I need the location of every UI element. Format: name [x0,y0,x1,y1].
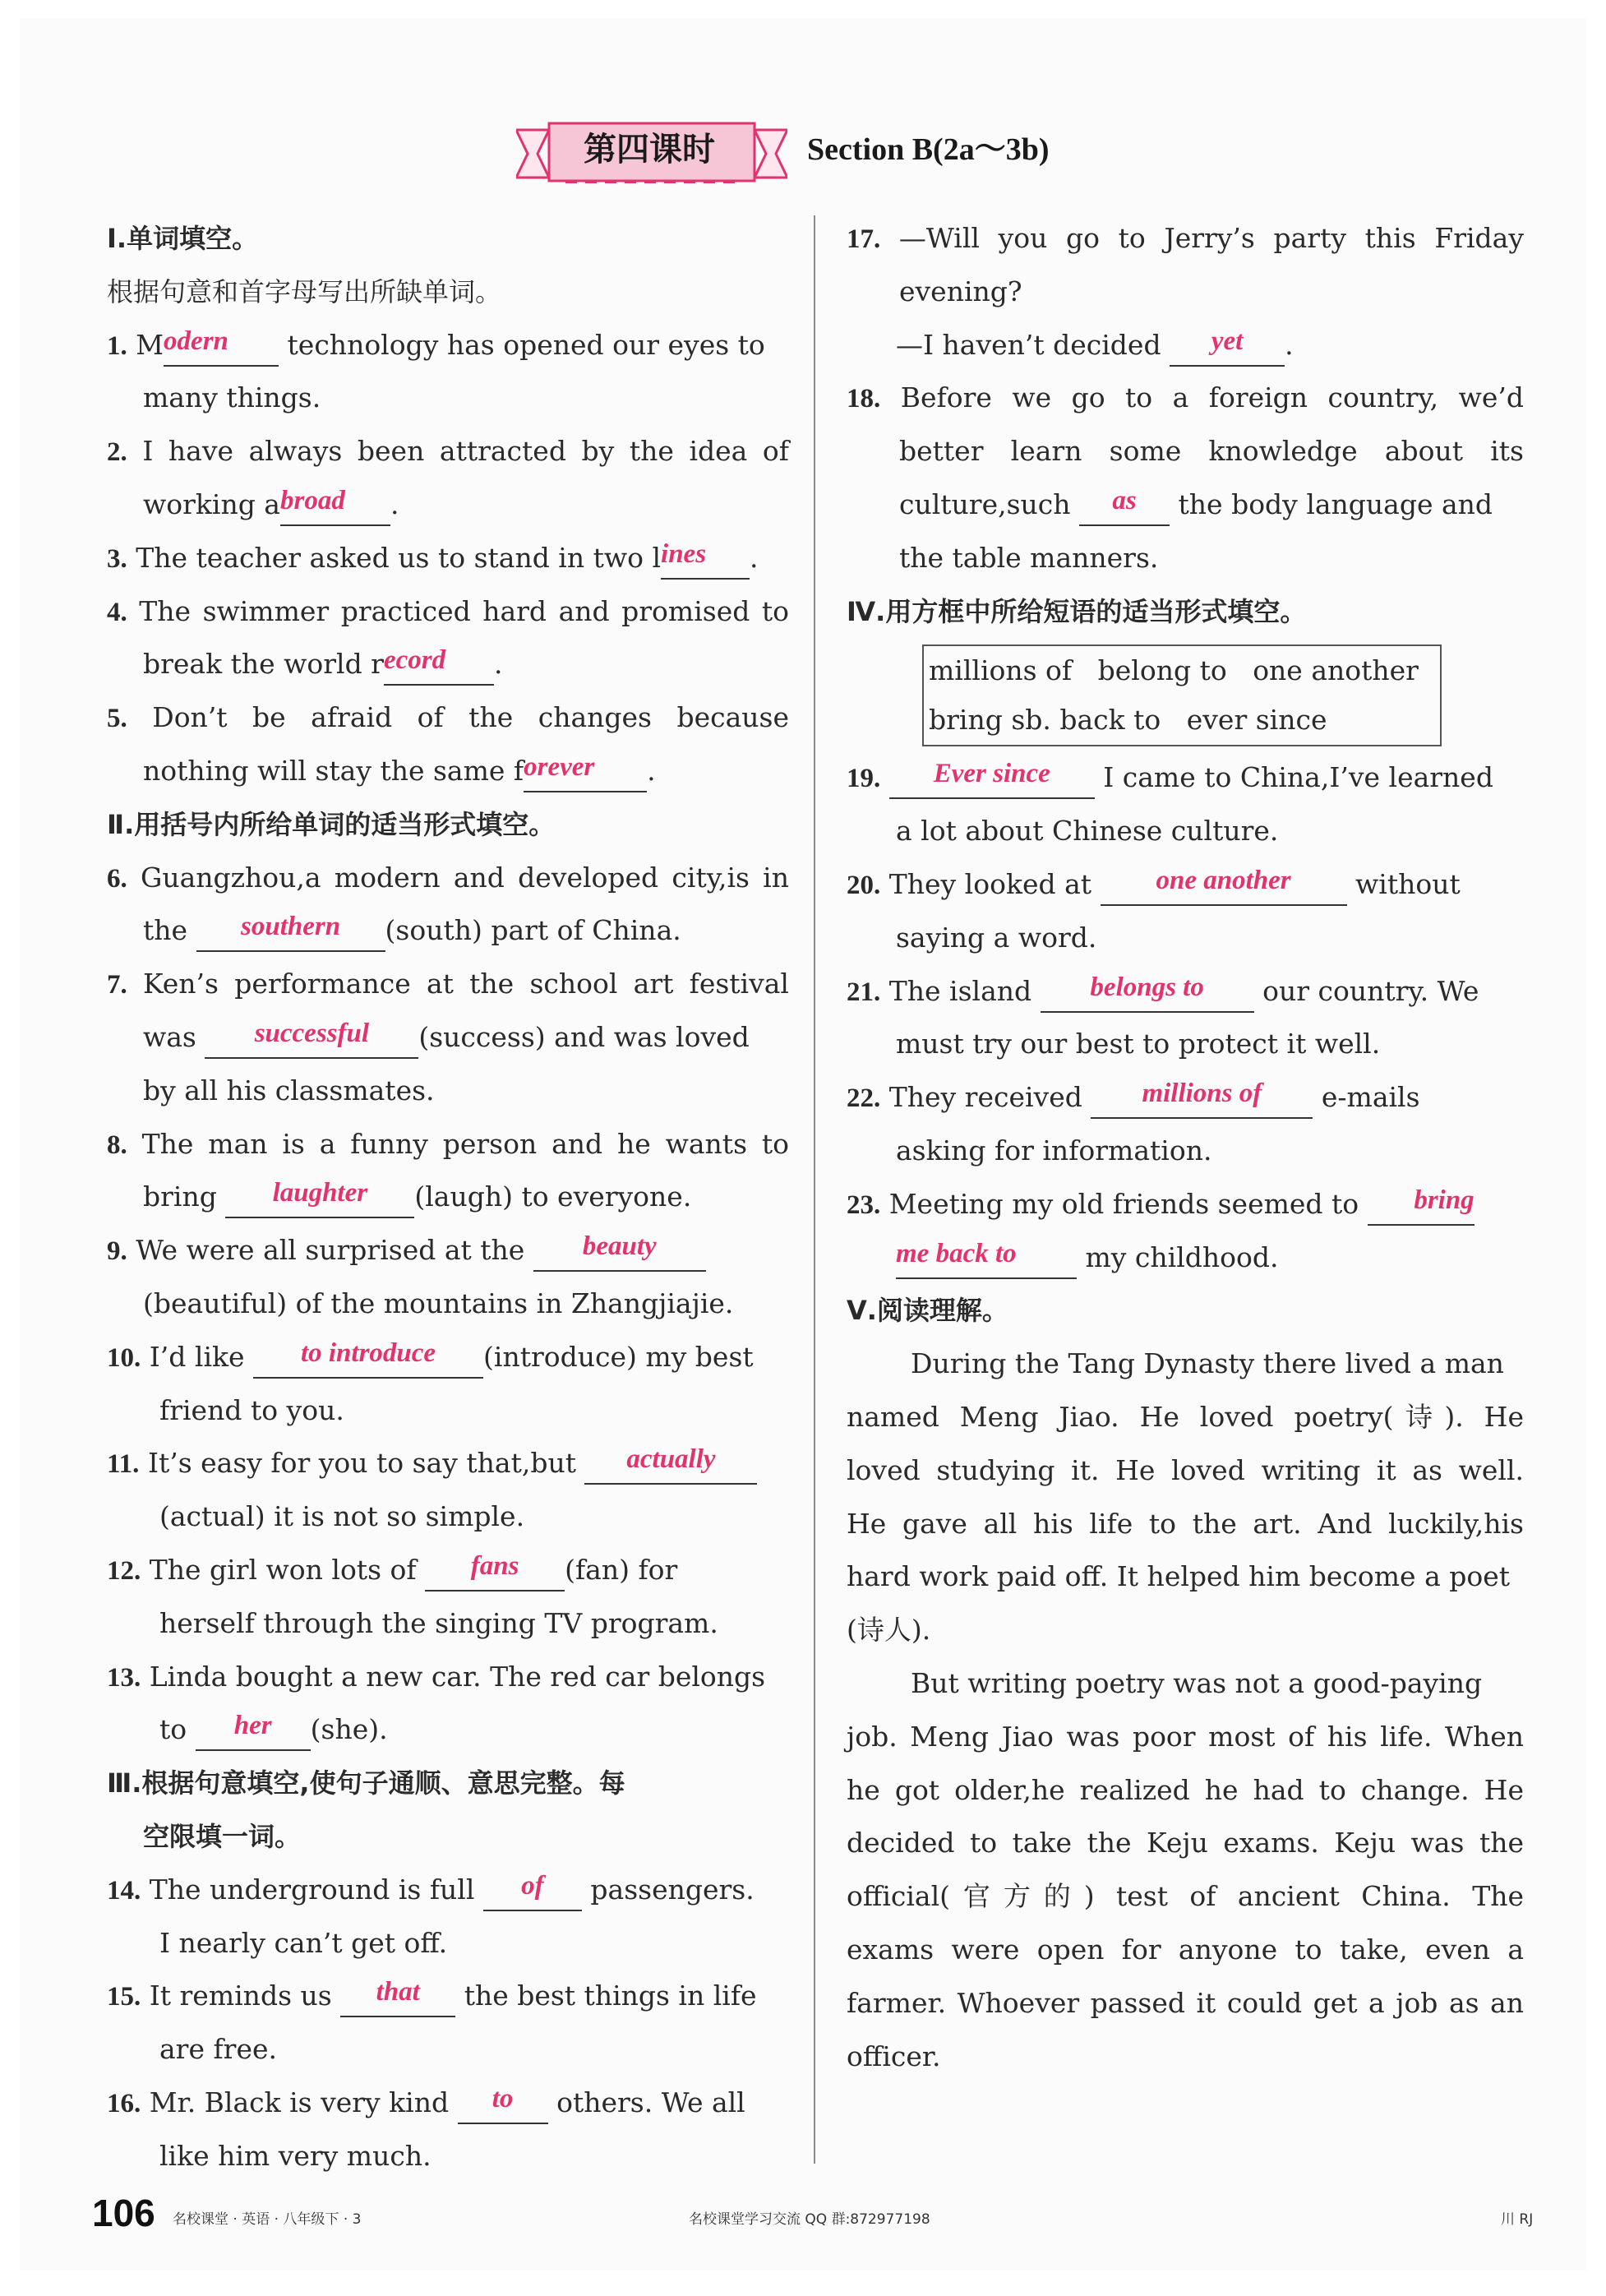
question-number: 7. [107,970,127,1000]
question-15-cont: are free. [159,2033,278,2066]
question-text: our country. We [1262,974,1479,1007]
answer-blank[interactable]: yet [1170,319,1285,367]
answer-blank[interactable]: ines [661,532,750,580]
phrase-row [924,695,1440,745]
question-number: 9. [107,1236,127,1267]
question-7-cont [107,1011,789,1065]
question-number: 12. [107,1555,141,1586]
question-11 [107,1437,789,1490]
question-number: 5. [107,704,127,734]
question-12-cont: herself through the singing TV program. [159,1606,718,1639]
passage-line: exams were open for anyone to take, even a [847,1933,1524,1966]
question-1-cont: many things. [143,381,321,414]
question-number: 11. [107,1449,140,1480]
part1-heading: Ⅰ.单词填空。 [107,223,259,254]
qq-group: 名校课堂学习交流 QQ 群:872977198 [689,2211,930,2228]
question-number: 10. [107,1342,141,1373]
phrase: one another [1253,654,1419,687]
phrase-row [924,646,1440,695]
question-text: (fan) for [565,1553,678,1586]
question-text: (introduce) my best [483,1340,754,1373]
question-text: Guangzhou,a modern and developed city,is in [140,861,789,894]
left-column [107,212,789,2183]
answer-blank[interactable]: ecord [384,638,494,686]
question-number: 6. [107,863,127,894]
question-13 [107,1651,789,1704]
question-17-reply [847,319,1524,372]
question-number: 3. [107,543,127,574]
phrase: bring sb. back to [929,704,1161,737]
right-column [847,212,1524,2083]
passage-line: named Meng Jiao. He loved poetry(诗). He [847,1400,1524,1433]
question-text: my childhood. [1085,1240,1279,1273]
question-text: I came to China,I’ve learned [1103,761,1493,794]
question-text: Meeting my old friends seemed to [888,1187,1359,1220]
question-11-cont: (actual) it is not so simple. [159,1500,525,1533]
column-divider [814,215,815,2164]
question-text: The girl won lots of [149,1553,417,1586]
question-text: nothing will stay the same f [143,754,524,787]
answer-blank[interactable]: broad [280,478,390,526]
answer-blank[interactable]: that [340,1970,455,2017]
question-text: (success) and was loved [418,1020,750,1053]
question-text: Before we go to a foreign country, we’d [900,381,1525,414]
edition-label: 川 RJ [1501,2211,1534,2228]
question-text: . [750,541,759,574]
question-20 [847,858,1524,912]
question-text: . [1285,328,1294,361]
phrase: belong to [1097,654,1227,687]
question-18-cont3: the table manners. [899,541,1159,574]
part5-heading: Ⅴ.阅读理解。 [847,1295,1008,1327]
question-22 [847,1071,1524,1125]
question-number: 16. [107,2088,141,2118]
passage-line: During the Tang Dynasty there lived a man [911,1347,1504,1380]
question-5-cont [107,745,789,798]
passage-line: official(官方的) test of ancient China. The [847,1880,1524,1913]
passage-line: hard work paid off. It helped him become a poet [847,1560,1511,1593]
question-number: 15. [107,1982,141,2012]
part2-heading: Ⅱ.用括号内所给单词的适当形式填空。 [107,808,556,840]
answer-blank[interactable]: laughter [225,1171,414,1218]
lesson-header [0,115,1606,189]
question-text: We were all surprised at the [136,1234,525,1267]
part3-heading: Ⅲ.根据句意填空,使句子通顺、意思完整。每 [107,1767,625,1799]
phrase: millions of [929,654,1073,687]
question-text: (laugh) to everyone. [414,1180,692,1213]
passage-line: decided to take the Keju exams. Keju was the [847,1827,1524,1859]
passage-line: But writing poetry was not a good-paying [911,1666,1483,1699]
question-10-cont: friend to you. [159,1393,344,1426]
book-title: 名校课堂 · 英语 · 八年级下 · 3 [173,2211,362,2228]
phrase-box [922,644,1442,746]
answer-blank[interactable]: actually [584,1437,757,1485]
question-text: the body language and [1178,487,1493,520]
question-1 [107,319,789,372]
section-title: Section B(2a～3b) [807,132,1050,167]
question-16 [107,2077,789,2130]
question-text: others. We all [556,2086,745,2118]
question-text: —Will you go to Jerry’s party this Friday [898,222,1524,254]
question-18 [847,372,1524,425]
question-17 [847,212,1524,266]
passage-line: loved studying it. He loved writing it as well. [847,1453,1524,1486]
question-19-cont: a lot about Chinese culture. [896,815,1279,848]
question-23-cont [847,1231,1524,1285]
question-text: technology has opened our eyes to [279,328,765,361]
question-text: Mr. Black is very kind [149,2086,450,2118]
question-text: Linda bought a new car. The red car belongs [149,1660,766,1693]
passage-line: He gave all his life to the art. And luckily,his [847,1507,1524,1540]
question-16-cont: like him very much. [159,2139,431,2172]
question-8 [107,1118,789,1171]
question-number: 19. [847,764,881,794]
answer-blank[interactable]: beauty [533,1224,706,1272]
question-5 [107,691,789,745]
question-text: It reminds us [149,1980,332,2012]
question-number: 1. [107,330,127,361]
question-number: 2. [107,437,127,468]
answer-blank[interactable]: to [458,2077,548,2124]
question-text: working a [143,487,280,520]
question-text: (she). [310,1713,388,1746]
passage-line: officer. [847,2040,941,2072]
answer-blank[interactable]: millions of [1091,1071,1313,1119]
answer-blank[interactable]: fans [425,1544,565,1591]
question-21 [847,965,1524,1019]
question-22-cont: asking for information. [896,1134,1212,1166]
question-text: without [1355,867,1461,900]
question-text: e-mails [1321,1081,1420,1114]
question-text: The teacher asked us to stand in two l [136,541,662,574]
lesson-label: 第四课时 [584,131,715,169]
answer-blank[interactable]: orever [524,745,647,792]
question-text: the best things in life [464,1980,757,2012]
question-number: 21. [847,977,881,1007]
question-text: (south) part of China. [385,914,681,947]
question-text: The swimmer practiced hard and promised to [139,594,789,627]
passage-line: farmer. Whoever passed it could get a job as an [847,1986,1524,2019]
question-19 [847,751,1524,805]
question-7-cont2: by all his classmates. [143,1074,435,1106]
question-12 [107,1544,789,1597]
question-20-cont: saying a word. [896,921,1097,954]
question-number: 8. [107,1130,127,1160]
question-14-cont: I nearly can’t get off. [159,1926,448,1959]
question-14 [107,1864,789,1917]
question-text: the [143,914,188,947]
question-text: M [136,328,164,361]
question-number: 22. [847,1083,881,1114]
question-6-cont [107,904,789,958]
question-9-cont: (beautiful) of the mountains in Zhangjiajie. [143,1287,734,1319]
passage-line: he got older,he realized he had to change. He [847,1773,1524,1806]
question-number: 14. [107,1875,141,1906]
question-21-cont: must try our best to protect it well. [896,1028,1381,1060]
question-text: culture,such [899,487,1071,520]
question-2-cont [107,478,789,532]
question-text: The island [888,974,1032,1007]
answer-blank[interactable]: to introduce [253,1331,483,1379]
part4-heading: Ⅳ.用方框中所给短语的适当形式填空。 [847,595,1307,627]
question-text: Ken’s performance at the school art festival [143,968,789,1000]
question-15 [107,1970,789,2023]
question-number: 4. [107,597,127,627]
part3-heading-cont: 空限填一词。 [143,1820,302,1852]
question-4-cont [107,638,789,691]
answer-blank[interactable]: one another [1101,858,1347,906]
answer-blank[interactable]: her [196,1703,311,1751]
passage-line: job. Meng Jiao was poor most of his life. When [847,1720,1524,1753]
question-text: was [143,1020,196,1053]
answer-blank[interactable]: southern [196,904,385,952]
question-text: bring [143,1180,217,1213]
answer-blank[interactable]: bring [1368,1178,1474,1226]
question-number: 20. [847,870,881,900]
question-9 [107,1224,789,1277]
question-number: 18. [847,384,881,414]
question-text: I have always been attracted by the idea of [142,435,789,468]
page-number: 106 [92,2192,155,2234]
answer-blank[interactable]: odern [164,319,279,367]
part1-instruction: 根据句意和首字母写出所缺单词。 [107,275,502,307]
question-text: Don’t be afraid of the changes because [152,701,789,734]
question-18-cont2 [847,478,1524,532]
question-text: . [647,754,656,787]
question-text: —I haven’t decided [896,328,1161,361]
question-10 [107,1331,789,1384]
question-6 [107,852,789,905]
phrase: ever since [1186,704,1327,737]
question-number: 23. [847,1190,881,1220]
question-text: to [159,1713,187,1746]
answer-blank[interactable]: as [1079,478,1170,526]
question-4 [107,585,789,639]
answer-blank[interactable]: me back to [896,1231,1077,1279]
question-2 [107,425,789,478]
page-footer [0,2191,1606,2240]
question-text: The man is a funny person and he wants to [141,1127,789,1160]
question-17-cont: evening? [899,275,1022,307]
question-text: break the world r [143,648,384,681]
answer-blank[interactable]: Ever since [889,751,1095,799]
question-18-cont: better learn some knowledge about its [899,435,1524,468]
question-text: I’d like [149,1340,245,1373]
passage-line: (诗人). [847,1614,931,1647]
question-text: . [493,648,503,681]
question-13-cont [107,1703,789,1757]
question-text: They received [888,1081,1082,1114]
question-text: . [390,487,399,520]
question-text: It’s easy for you to say that,but [147,1447,576,1480]
answer-blank[interactable]: successful [205,1011,418,1059]
answer-blank[interactable]: belongs to [1041,965,1254,1013]
question-number: 17. [847,224,881,254]
question-text: They looked at [888,867,1092,900]
question-text: passengers. [590,1873,755,1906]
question-text: The underground is full [149,1873,475,1906]
question-23 [847,1178,1524,1231]
answer-blank[interactable]: of [483,1864,582,1911]
question-7 [107,958,789,1011]
question-8-cont [107,1171,789,1224]
question-3 [107,532,789,585]
question-number: 13. [107,1662,141,1693]
